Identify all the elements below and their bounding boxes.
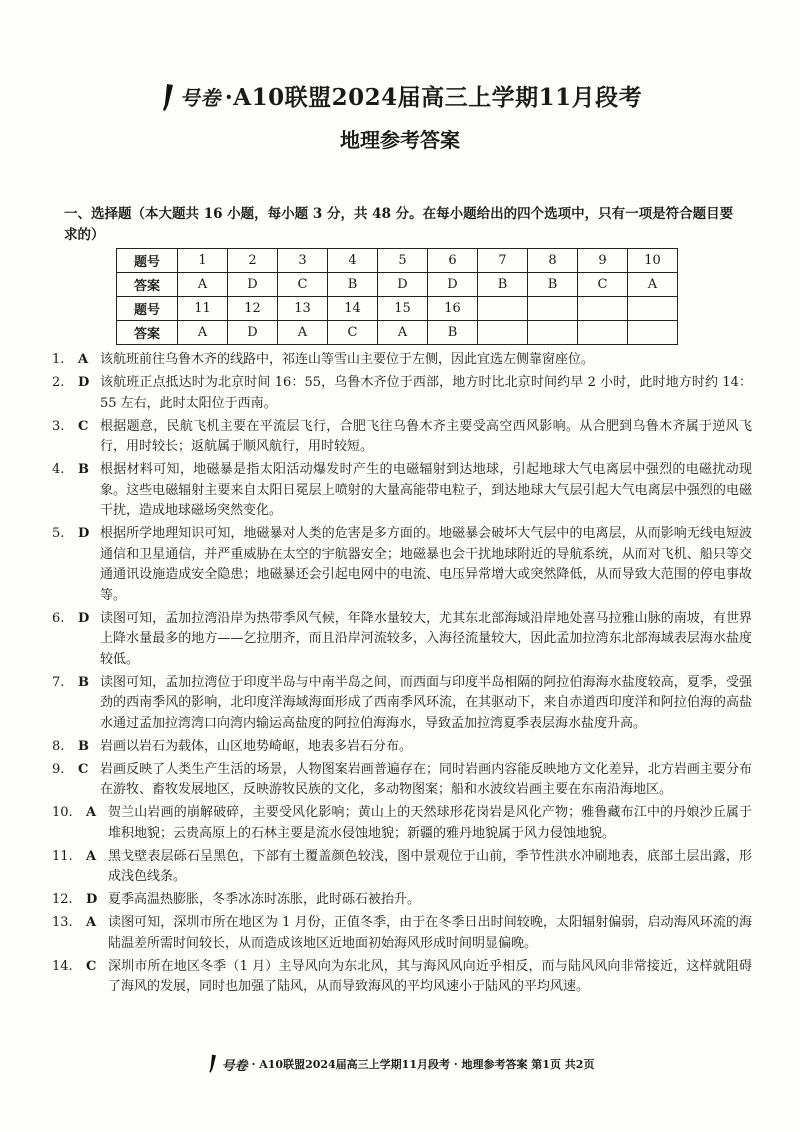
- table-row: [117, 321, 678, 345]
- table-row: [117, 249, 678, 273]
- list-item: [52, 803, 752, 844]
- question-number: 1.: [52, 352, 65, 367]
- table-cell: D: [228, 273, 278, 297]
- question-number: 10.: [52, 805, 73, 820]
- question-number: 11.: [52, 848, 73, 864]
- table-cell: [528, 321, 578, 345]
- question-number: 6.: [52, 610, 65, 626]
- page-subtitle: 地理参考答案: [340, 128, 460, 152]
- table-cell: C: [578, 273, 628, 297]
- table-cell: B: [328, 273, 378, 297]
- answer-letter: A: [86, 848, 97, 864]
- question-number: 9.: [52, 761, 65, 777]
- table-cell: B: [478, 273, 528, 297]
- answer-letter: B: [78, 674, 89, 690]
- table-cell: A: [178, 321, 228, 345]
- table-cell: A: [278, 321, 328, 345]
- question-number: 12.: [52, 892, 73, 907]
- explanation-text: 岩画反映了人类生产生活的场景，人物图案岩画普遍存在；同时岩画内容能反映地方文化差异，北方岩画主要分布在游牧、畜牧发展地区，反映游牧民族的文化，多动物图案；船和水波纹岩画主要在东南沿海地区。: [100, 761, 752, 797]
- explanation-text: 读图可知，深圳市所在地区为 1 月份，正值冬季，由于在冬季日出时间较晚，太阳辐射偏弱，启动海风环流的海陆温差所需时间较长，从而造成该地区近地面初始海风形成时间明显偏晚。: [108, 915, 752, 951]
- answer-letter: A: [86, 805, 97, 820]
- question-number: 8.: [52, 738, 65, 754]
- table-row: [117, 297, 678, 321]
- table-cell: C: [278, 273, 328, 297]
- table-cell: 7: [478, 249, 528, 273]
- answer-letter: C: [78, 418, 89, 434]
- page-footer: [0, 1054, 800, 1074]
- explanation-text: 黑戈壁表层砾石呈黑色，下部有土覆盖颜色较浅，图中景观位于山前，季节性洪水冲刷地表，底部土层出露，形成浅色线条。: [108, 848, 752, 884]
- title-text: ·A10联盟2024届高三上学期11月段考: [224, 84, 643, 111]
- list-item: [52, 460, 752, 522]
- explanation-text: 根据所学地理知识可知，地磁暴对人类的危害是多方面的。地磁暴会破坏大气层中的电离层，从而影响无线电短波通信和卫星通信，并严重威胁在太空的宇航器安全；地磁暴也会干扰地球附近的导航系统，从而对飞机、船只等交通通讯设施造成安全隐患；地磁暴还会引起电网中的电流、电压异常增大或突然降低，从而导致大范围的停电事故等。: [100, 526, 752, 603]
- table-cell: [628, 321, 678, 345]
- table-cell: 16: [428, 297, 478, 321]
- question-number: 14.: [52, 958, 73, 974]
- footer-text: · A10联盟2024届高三上学期11月段考 · 地理参考答案 第1页 共2页: [251, 1058, 595, 1071]
- list-item: [52, 673, 752, 735]
- explanation-list: [52, 350, 752, 1000]
- explanation-text: 根据材料可知，地磁暴是指太阳活动爆发时产生的电磁辐射到达地球，引起地球大气电离层中强烈的电磁扰动现象。这些电磁辐射主要来自太阳日冕层上喷射的大量高能带电粒子，到达地球大气层引起大气电离层中强烈的电磁干扰，造成地球磁场突然变化。: [100, 462, 752, 518]
- list-item: [52, 373, 752, 414]
- explanation-text: 该航班前往乌鲁木齐的线路中，祁连山等雪山主要位于左侧，因此宜选左侧靠窗座位。: [100, 352, 595, 367]
- question-number: 4.: [52, 462, 65, 477]
- table-cell: 4: [328, 249, 378, 273]
- answer-letter: D: [78, 610, 90, 626]
- list-item: [52, 524, 752, 606]
- question-number: 5.: [52, 526, 65, 541]
- table-cell: 9: [578, 249, 628, 273]
- table-cell: [478, 321, 528, 345]
- list-item: [52, 890, 752, 911]
- table-cell: 3: [278, 249, 328, 273]
- table-cell: 6: [428, 249, 478, 273]
- list-item: [52, 350, 752, 371]
- document-header: [0, 80, 800, 155]
- brush-logo-icon: [158, 83, 176, 113]
- row-label: 答案: [117, 273, 178, 297]
- table-cell: 2: [228, 249, 278, 273]
- answer-letter: D: [86, 892, 98, 907]
- table-cell: 14: [328, 297, 378, 321]
- row-label: 答案: [117, 321, 178, 345]
- list-item: [52, 847, 752, 888]
- list-item: [52, 913, 752, 954]
- brush-logo-icon: [206, 1054, 218, 1074]
- list-item: [52, 737, 752, 758]
- explanation-text: 该航班正点抵达时为北京时间 16：55，乌鲁木齐位于西部，地方时比北京时间约早 2 小时，此时地方时约 14：55 左右，此时太阳位于西南。: [100, 375, 752, 411]
- footer-logo-text: 号卷: [221, 1058, 248, 1074]
- table-cell: 1: [178, 249, 228, 273]
- answer-table: [116, 248, 678, 345]
- list-item: [52, 417, 752, 458]
- explanation-text: 夏季高温热膨胀，冬季冰冻时冻胀，此时砾石被抬升。: [108, 892, 421, 907]
- table-cell: 10: [628, 249, 678, 273]
- answer-letter: C: [86, 958, 97, 974]
- answer-letter: A: [86, 915, 97, 930]
- table-cell: [528, 297, 578, 321]
- table-cell: 12: [228, 297, 278, 321]
- answer-letter: B: [78, 462, 89, 477]
- answer-letter: A: [78, 352, 89, 367]
- table-cell: D: [378, 273, 428, 297]
- table-cell: 13: [278, 297, 328, 321]
- table-cell: A: [628, 273, 678, 297]
- table-cell: 11: [178, 297, 228, 321]
- list-item: [52, 609, 752, 671]
- answer-letter: D: [78, 526, 90, 541]
- table-cell: 15: [378, 297, 428, 321]
- question-number: 13.: [52, 915, 73, 930]
- explanation-text: 贺兰山岩画的崩解破碎，主要受风化影响；黄山上的天然球形花岗岩是风化产物；雅鲁藏布江中的丹娘沙丘属于堆积地貌；云贵高原上的石林主要是流水侵蚀地貌；新疆的雅丹地貌属于风力侵蚀地貌。: [108, 805, 752, 841]
- table-cell: [578, 321, 628, 345]
- explanation-text: 岩画以岩石为载体，山区地势崎岖，地表多岩石分布。: [100, 738, 413, 754]
- table-cell: A: [378, 321, 428, 345]
- row-label: 题号: [117, 297, 178, 321]
- explanation-text: 读图可知，孟加拉湾沿岸为热带季风气候，年降水量较大，尤其东北部海域沿岸地处喜马拉雅山脉的南坡，有世界上降水量最多的地方——乞拉朋齐，而且沿岸河流较多，入海径流量较大，因此孟加拉湾东北部海域表层海水盐度较低。: [100, 610, 752, 667]
- answer-letter: C: [78, 761, 89, 777]
- page-title: [158, 80, 642, 116]
- section-heading: 一、选择题（本大题共 16 小题，每小题 3 分，共 48 分。在每小题给出的四个选项中，只有一项是符合题目要求的）: [64, 206, 734, 243]
- question-number: 7.: [52, 674, 65, 690]
- table-cell: [578, 297, 628, 321]
- table-cell: 5: [378, 249, 428, 273]
- table-row: [117, 273, 678, 297]
- question-number: 2.: [52, 375, 65, 390]
- table-cell: [478, 297, 528, 321]
- table-cell: A: [178, 273, 228, 297]
- table-cell: B: [528, 273, 578, 297]
- table-cell: C: [328, 321, 378, 345]
- list-item: [52, 760, 752, 801]
- table-cell: D: [228, 321, 278, 345]
- explanation-text: 根据题意，民航飞机主要在平流层飞行，合肥飞往乌鲁木齐主要受高空西风影响。从合肥到乌鲁木齐属于逆风飞行，用时较长；返航属于顺风航行，用时较短。: [100, 418, 752, 454]
- answer-letter: D: [78, 375, 90, 390]
- explanation-text: 深圳市所在地区冬季（1 月）主导风向为东北风，其与海风风向近乎相反，而与陆风风向非常接近，这样就阻碍了海风的发展，同时也加强了陆风，从而导致海风的平均风速小于陆风的平均风速。: [108, 958, 752, 994]
- explanation-text: 读图可知，孟加拉湾位于印度半岛与中南半岛之间，而西面与印度半岛相隔的阿拉伯海海水盐度较高，夏季，受强劲的西南季风的影响，北印度洋海域海面形成了西南季风环流，在其驱动下，来自赤道西印度洋和阿拉伯海的高盐水通过孟加拉湾湾口向湾内输运高盐度的阿拉伯海海水，导致孟加拉湾夏季表层海水盐度升高。: [100, 674, 752, 731]
- row-label: 题号: [117, 249, 178, 273]
- list-item: [52, 957, 752, 998]
- table-cell: [628, 297, 678, 321]
- table-cell: 8: [528, 249, 578, 273]
- answer-letter: B: [78, 738, 89, 754]
- question-number: 3.: [52, 418, 65, 434]
- table-cell: B: [428, 321, 478, 345]
- logo-text: 号卷: [179, 86, 221, 110]
- table-cell: D: [428, 273, 478, 297]
